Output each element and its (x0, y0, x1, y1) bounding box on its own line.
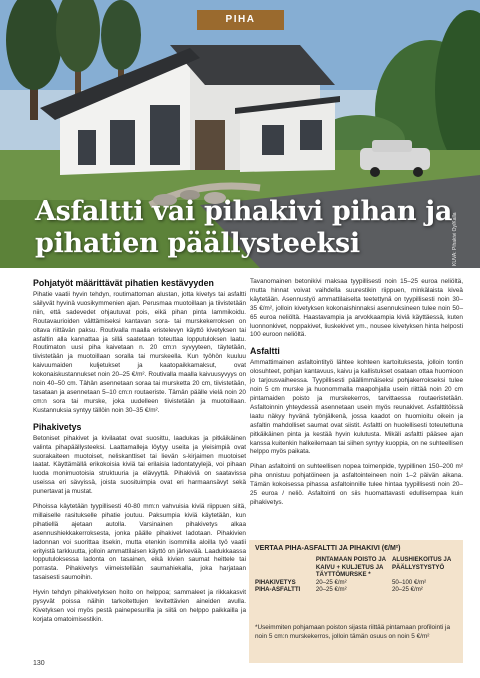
paragraph-paving-1: Betoniset pihakivet ja kivilaatat ovat suosittu, laadukas ja pitkäikäinen valinta pihapäällysteeksi. Laattamalleja löytyy useita ja yleisimpiä ovat suorakaiteen muotoiset, neliskanttiset tai lievän s-kirjaimen muotoiset laatat. Käyttämällä erikokoisia kiviä tai erilaisia ladontatyylejä, voi pihaan luoda monimuotoisia struktuuria ja elävyyttä. Pihakiviä on saatavissa useissa eri sävyissä, joista suosituimpia ovat eri harmaansävyt sekä punertavat ja mustat. (33, 434, 246, 496)
article-title: Asfaltti vai pihakivi pihan ja pihatien päällysteeksi (35, 196, 453, 259)
row-value-1: 20–25 €/m² (315, 586, 347, 594)
section-heading-paving: Pihakivetys (33, 421, 82, 432)
left-column (33, 278, 246, 631)
section-heading-groundwork: Pohjatyöt määrittävät pihatien kestävyyden (33, 278, 214, 288)
row-value-2: 50–100 €/m² (391, 578, 427, 586)
section-heading-asphalt: Asfaltti (250, 346, 280, 357)
photo-credit: KUVA: Pihakivi Oy/Kalla (452, 212, 458, 266)
section-tag: PIHA (197, 10, 284, 30)
row-value-2: 20–25 €/m² (391, 586, 423, 594)
paragraph-paving-3: Hyvin tehdyn pihakivetyksen hoito on helppoa; sammaleet ja rikkakasvit pysyvät poissa näihin tarkoitettujen levitettävien aineiden avulla. Kivetyksen voi myös pestä painepesurilla ja siitä on helppo paikkailla ja korjata omatoimisestikin. (33, 589, 246, 623)
comparison-box-title: VERTAA PIHA-ASFALTTI JA PIHAKIVI (€/M²) (255, 545, 401, 552)
right-column (250, 278, 463, 514)
row-label: PIHA-ASFALTTI (255, 586, 301, 594)
comparison-table (255, 556, 463, 594)
paragraph-paving-cost: Tavanomainen betonikivi maksaa tyypillisesti noin 15–25 euroa neliöltä, mutta hinnat voivat vaihdella suurestikin riippuen, minkälaista kiveä käytetään. Asennustyö ammattilaiselta teetettynä on tyypillisesti noin 30–35 €/m², jolloin kivetyksen kokonaishinnaksi asennuksineen tulee noin 50–65 euroa neliöltä. Haastavampia ja arvokkaampia kiviä käyttäessä, kuten luonnonkivet, noppakivet, liuskekivet ym., nousee kivetyksen hinta helposti 100 euroon neliöltä. (250, 278, 463, 339)
row-value-1: 20–25 €/m² (315, 578, 347, 586)
comparison-box (249, 540, 463, 663)
paragraph-asphalt-1: Ammattimainen asfaltointityö lähtee kohteen kartoituksesta, jolloin tontin olosuhteet, pohjan kantavuus, kaivu ja kallistukset osataan ottaa huomioon jo tarjousvaiheessa. Tyypillisesti päällimmäiseksi pohjakerrokseksi tulee noin 5 cm murske ja huonommalla maapohjalla usein riittää noin 20 cm pintamaiden poisto ja murskekerros, tarvittaessa routaeristetään. Asfaltoinnin yhteydessä asennetaan usein myös reunakivet. Asfalttitöissä laatu näkyy hyvänä työnjälkenä, jossa kaadot on huomioitu oikein ja asfaltin mahdolliset saumat ovat siistit. Asfaltti on huolellisesti toteutettuna pitkäikäinen pinta ja kestää hyvin kulutusta. Mikäli asfaltti pääsee ajan kanssa kuitenkin halkeilemaan tai siihen syntyy kuoppia, on ne suhteellisen helppo myös paikata. (250, 359, 463, 456)
paragraph-groundwork: Pihatie vaatii hyvin tehdyn, routimattoman alustan, jotta kivetys tai asfaltti säilyvät hyvinä vuosikymmenien ajan. Perusmaa muotoillaan ja tiivistetään niin, että sadevedet ohjautuvat pois, eikä pihan pinta lammikoidu. Routavaurioiden välttämiseksi kantavan sora- tai murskekerroksen on oltava riittävän paksu. Routivalla maalla eristelevyn käyttö kivetyksen tai asfaltin alla kannattaa ja sillä saatetaan toteuttaa lopputuloksen laatu. Routimaton uusi piha kaivetaan n. 20 cm:n syvyyteen, täytetään, tiivistetään ja muotoillaan soralla tai murskeella. Kun työhön kuuluu kaivuumaiden kuljetukset ja kaatopaikkamaksut, ovat kokonaiskustannukset noin 20–25 €/m². Routivalla maalla kaivuusyvyys on noin 40–50 cm. Tähän asennetaan soraa tai mursketta 20 cm, tiivistetään, tasataan ja asennetaan 5–10 cm:n routaeriste. Tämän päälle vielä noin 20 cm:n sora tai murske, joka uudelleen tiivistetään ja muotoillaan. Kustannuksia syntyy tällöin noin 30–35 €/m². (33, 291, 246, 414)
table-row (255, 586, 463, 594)
table-header-col2: ALUSHIEKOITUS JA PÄÄLLYSTYSTYÖ (391, 556, 451, 571)
paragraph-asphalt-2: Pihan asfaltointi on suhteellisen nopea toimenpide, tyypillinen 150–200 m² piha onnistuu pohjatöineen ja asfaltointeineen noin 1–2 päivän aikana. Tämän kokoisessa pihassa asfaltoinnille tulee hintaa tyypillisesti noin 20–25 euroa / neliö. Asfaltointi on siis huomattavasti edullisempaa kuin pihakivetys. (250, 463, 463, 506)
table-header-empty (255, 556, 316, 579)
table-row (255, 579, 463, 587)
hero-photo (0, 0, 480, 268)
row-label: PIHAKIVETYS (255, 578, 296, 586)
paragraph-paving-2: Pihoissa käytetään tyypillisesti 40-80 mm:n vahvuisia kiviä riippuen siitä, millaiselle rasitukselle pihatie joutuu. Paksumpia kiviä käytetään, kun pihatiellä ajetaan autolla. Varsinainen pihakivetys alkaa asennushiekkakerroksesta, jonka päälle pihakivet ladotaan. Pihakivien ladonnan voi suorittaa itsekin, mutta etenkin isommilla aloilla työ vaatii erityistä tarkkuutta, jolloin ammattilaisen käyttö on järkevää. Laadukkaassa lopputuloksessa ladonta on tasainen, eikä kivien saumat heittele tai porrasta. Pihakivetys viimeistellään saumahiekalla, joka harjataan tasaisesti saumoihin. (33, 503, 246, 582)
table-header-col1: PINTAMAAN POISTO JA KAIVU + KULJETUS JA TÄYTTÖMURSKE * (315, 556, 386, 579)
page-number: 130 (33, 660, 45, 667)
table-header-row (255, 556, 463, 579)
comparison-note: *Useimmiten pohjamaan poiston sijasta riittää pintamaan profilointi ja noin 5 cm:n murskekerros, jolloin tämän osuus on noin 5 €/m² (255, 624, 451, 640)
